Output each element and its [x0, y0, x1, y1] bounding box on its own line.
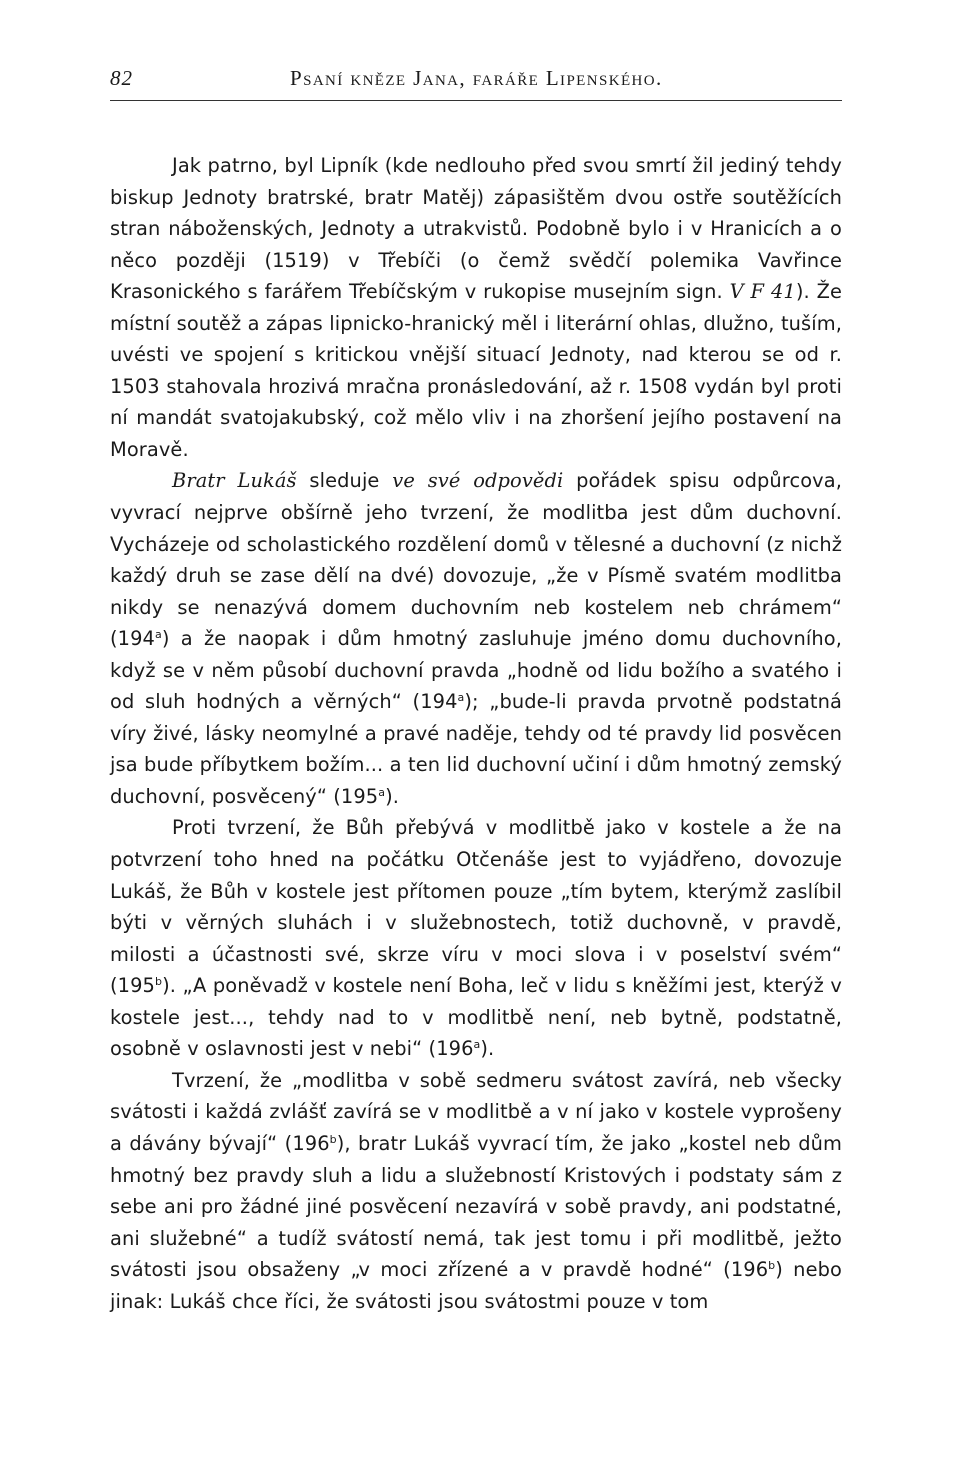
italic-run: Bratr Lukáš: [172, 469, 297, 493]
superscript: a: [457, 691, 465, 705]
italic-run: ve své odpovědi: [392, 469, 564, 493]
body-text: [110, 150, 842, 1317]
superscript: a: [378, 785, 386, 799]
text-run: ) a že naopak i dům hmotný zasluhuje jméno domu duchovního, když se v něm působí duchovní pravda „hodně od lidu božího a svatého i od sluh hodných a věrných“ (194: [110, 627, 842, 714]
text-run: ). Že místní soutěž a zápas lipnicko-hranický měl i literární ohlas, dlužno, tuším, uvésti ve spojení s kritickou vnější situací Jednoty, nad kterou se od r. 1503 stahovala hrozivá mračna pronásledování, až r. 1508 vydán byl proti ní mandát svatojakubský, což mělo vliv i na zhoršení jejího postavení na Moravě.: [110, 280, 842, 461]
paragraph: [110, 150, 842, 465]
text-run: ).: [385, 784, 399, 808]
superscript: b: [154, 975, 163, 989]
superscript: b: [768, 1259, 776, 1273]
text-run: Jak patrno, byl Lipník (kde nedlouho před svou smrtí žil jediný tehdy biskup Jednoty bratrské, bratr Matěj) zápasištěm dvou ostře soutěžících stran náboženských, Jednoty a utrakvistů. Podobně bylo i v Hranicích a o něco později (1519) v Třebíči (o čemž svědčí polemika Vavřince Krasonického s farářem Třebíčským v rukopise musejním sign.: [110, 154, 842, 304]
text-run: ), bratr Lukáš vyvrací tím, že jako „kostel neb dům hmotný bez pravdy sluh a lidu a služebností Kristových i podstaty sám z sebe ani pro žádné jiné posvěcení nezavírá v sobě pravdy, ani podstatné, ani služebné“ a tudíž svátostí nemá, tak jest tomu i při modlitbě, ježto svátosti jsou obsaženy „v moci zřízené a v pravdě hodné“ (196: [110, 1131, 842, 1282]
paragraph: [110, 812, 842, 1064]
text-run: ) nebo jinak: Lukáš chce říci, že svátosti jsou svátostmi pouze v tom: [110, 1258, 842, 1313]
page-number: 82: [110, 66, 133, 90]
book-page: [110, 62, 842, 1317]
paragraph: [110, 465, 842, 812]
italic-run: V F 41: [729, 280, 796, 304]
running-header: [110, 62, 842, 96]
running-title: Psaní kněze Jana, faráře Lipenského.: [290, 66, 663, 90]
header-rule: [110, 100, 842, 101]
paragraph: [110, 1065, 842, 1317]
superscript: a: [473, 1038, 481, 1052]
text-run: pořádek spisu odpůrcova, vyvrací nejprve obšírně jeho tvrzení, že modlitba jest dům duchovní. Vycházeje od scholastického rozdělení domů v tělesné a duchovní (z nichž každý druh se zase dělí na dvé) dovozuje, „že v Písmě svatém modlitba nikdy se nenazývá domem duchovním neb kostelem neb chrámem“ (194: [110, 469, 842, 651]
text-run: sleduje: [296, 469, 393, 493]
text-run: Tvrzení, že „modlitba v sobě sedmeru svátost zavírá, neb všecky svátosti i každá zvlášť zavírá se v modlitbě a v ní jako v kostele vyprošeny a dávány bývají“ (196: [110, 1068, 842, 1155]
superscript: b: [329, 1132, 337, 1146]
text-run: ). „A poněvadž v kostele není Boha, leč v lidu s kněžími jest, kterýž v kostele jest..., tehdy nad to v modlitbě není, neb bytně, podstatně, osobně v oslavnosti jest v nebi“ (196: [110, 974, 842, 1061]
text-run: ); „bude-li pravda prvotně podstatná víry živé, lásky neomylné a pravé naděje, tehdy od té pravdy lid posvěcen jsa bude příbytkem božím... a ten lid duchovní učiní i dům hmotný zemský duchovní, posvěcený“ (195: [110, 690, 843, 808]
superscript: a: [154, 628, 162, 642]
text-run: Proti tvrzení, že Bůh přebývá v modlitbě jako v kostele a že na potvrzení toho hned na počátku Otčenáše jest to vyjádřeno, dovozuje Lukáš, že Bůh v kostele jest přítomen pouze „tím bytem, kterýmž zaslíbil býti v věrných sluhách i v služebnostech, totiž duchovně, v pravdě, milosti a účastnosti své, skrze víru v moci slova i v poselství svém“ (195: [110, 816, 842, 998]
text-run: ).: [480, 1037, 495, 1061]
